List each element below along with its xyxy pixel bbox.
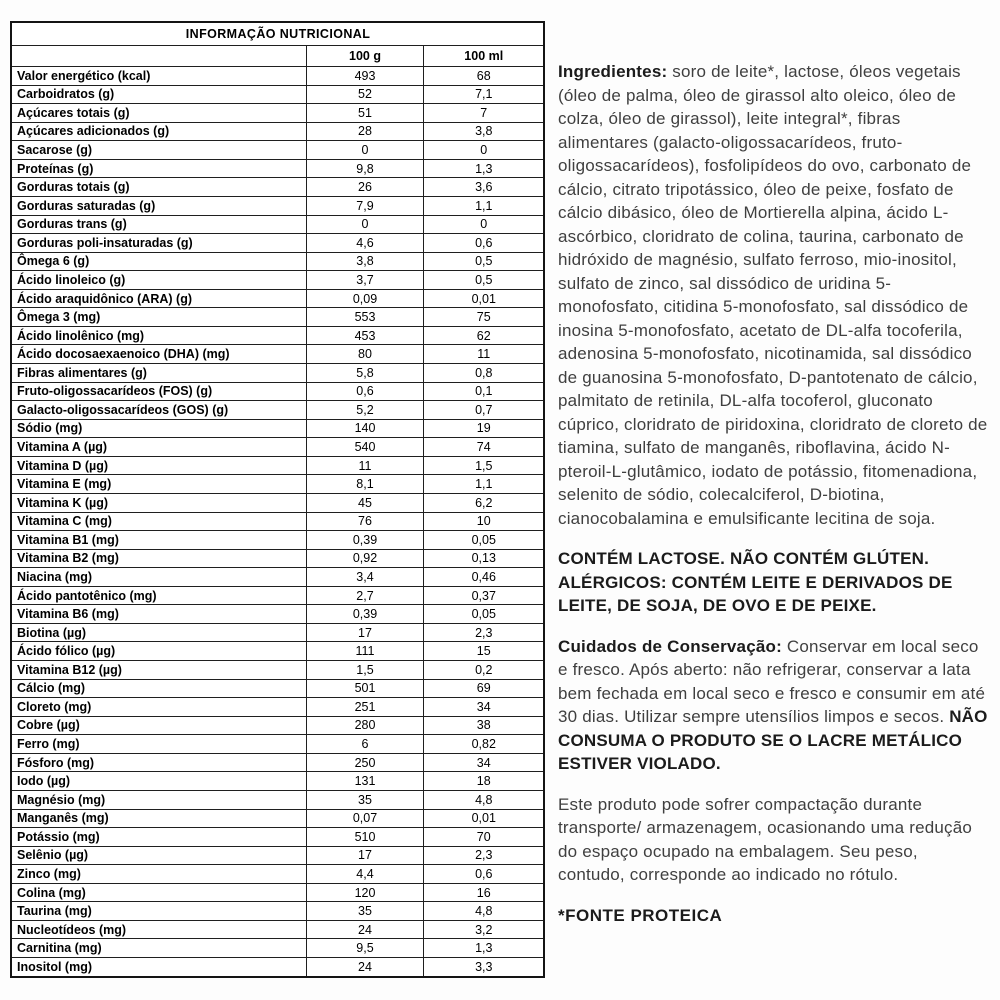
value-per-100g: 501 <box>306 679 423 698</box>
table-row <box>11 920 544 939</box>
value-per-100ml: 0,2 <box>423 661 544 680</box>
nutrient-label: Cloreto (mg) <box>11 698 306 717</box>
value-per-100ml: 4,8 <box>423 790 544 809</box>
table-row <box>11 512 544 531</box>
care-label: Cuidados de Conservação: <box>558 636 782 656</box>
table-row <box>11 586 544 605</box>
nutrient-label: Proteínas (g) <box>11 159 306 178</box>
nutrient-label: Fósforo (mg) <box>11 753 306 772</box>
value-per-100ml: 2,3 <box>423 846 544 865</box>
table-row <box>11 104 544 123</box>
table-row <box>11 122 544 141</box>
header-100ml: 100 ml <box>423 46 544 67</box>
nutrient-label: Vitamina E (mg) <box>11 475 306 494</box>
table-row <box>11 252 544 271</box>
nutrient-label: Açúcares totais (g) <box>11 104 306 123</box>
header-100g: 100 g <box>306 46 423 67</box>
nutrient-label: Fruto-oligossacarídeos (FOS) (g) <box>11 382 306 401</box>
nutrient-label: Vitamina K (µg) <box>11 493 306 512</box>
table-row <box>11 902 544 921</box>
value-per-100g: 3,7 <box>306 271 423 290</box>
value-per-100ml: 0 <box>423 215 544 234</box>
value-per-100g: 280 <box>306 716 423 735</box>
table-row <box>11 85 544 104</box>
value-per-100ml: 1,3 <box>423 159 544 178</box>
table-row <box>11 438 544 457</box>
nutrient-label: Vitamina C (mg) <box>11 512 306 531</box>
value-per-100ml: 7 <box>423 104 544 123</box>
value-per-100g: 510 <box>306 828 423 847</box>
table-row <box>11 419 544 438</box>
ingredients-paragraph <box>558 60 988 530</box>
nutrient-label: Ácido fólico (µg) <box>11 642 306 661</box>
table-title: INFORMAÇÃO NUTRICIONAL <box>11 22 544 46</box>
value-per-100ml: 0,82 <box>423 735 544 754</box>
header-empty-cell <box>11 46 306 67</box>
table-title-row <box>11 22 544 46</box>
value-per-100g: 24 <box>306 920 423 939</box>
nutrient-label: Gorduras trans (g) <box>11 215 306 234</box>
value-per-100g: 0,39 <box>306 605 423 624</box>
table-row <box>11 549 544 568</box>
nutrient-label: Cálcio (mg) <box>11 679 306 698</box>
nutrient-label: Gorduras poli-insaturadas (g) <box>11 234 306 253</box>
table-row <box>11 271 544 290</box>
value-per-100g: 24 <box>306 958 423 978</box>
table-row <box>11 883 544 902</box>
table-row <box>11 809 544 828</box>
care-paragraph <box>558 635 988 776</box>
table-row <box>11 623 544 642</box>
value-per-100g: 111 <box>306 642 423 661</box>
table-row <box>11 475 544 494</box>
value-per-100ml: 0,01 <box>423 289 544 308</box>
nutrient-label: Niacina (mg) <box>11 568 306 587</box>
value-per-100g: 0 <box>306 215 423 234</box>
value-per-100g: 140 <box>306 419 423 438</box>
nutrient-label: Vitamina B12 (µg) <box>11 661 306 680</box>
value-per-100ml: 0,6 <box>423 234 544 253</box>
value-per-100ml: 0,1 <box>423 382 544 401</box>
value-per-100g: 0 <box>306 141 423 160</box>
table-row <box>11 865 544 884</box>
value-per-100g: 5,2 <box>306 401 423 420</box>
nutrient-label: Ácido pantotênico (mg) <box>11 586 306 605</box>
nutrient-label: Selênio (µg) <box>11 846 306 865</box>
value-per-100g: 250 <box>306 753 423 772</box>
nutrient-label: Ácido docosaexaenoico (DHA) (mg) <box>11 345 306 364</box>
care-text: Conservar em local seco e fresco. Após aberto: não refrigerar, conservar a lata bem fechada em local seco e fresco e consumir em até 30 dias. Utilizar sempre utensílios limpos e secos. <box>558 636 986 726</box>
nutrient-label: Ômega 3 (mg) <box>11 308 306 327</box>
value-per-100g: 76 <box>306 512 423 531</box>
value-per-100g: 5,8 <box>306 364 423 383</box>
table-row <box>11 234 544 253</box>
table-row <box>11 456 544 475</box>
value-per-100ml: 1,1 <box>423 475 544 494</box>
value-per-100g: 8,1 <box>306 475 423 494</box>
value-per-100ml: 6,2 <box>423 493 544 512</box>
nutrient-label: Ferro (mg) <box>11 735 306 754</box>
nutrition-table-body <box>11 22 544 977</box>
value-per-100ml: 18 <box>423 772 544 791</box>
value-per-100ml: 0 <box>423 141 544 160</box>
value-per-100ml: 69 <box>423 679 544 698</box>
value-per-100ml: 62 <box>423 326 544 345</box>
allergen-statement: CONTÉM LACTOSE. NÃO CONTÉM GLÚTEN. ALÉRGICOS: CONTÉM LEITE E DERIVADOS DE LEITE, DE SOJA, DE OVO E DE PEIXE. <box>558 549 953 615</box>
table-row <box>11 846 544 865</box>
value-per-100g: 3,4 <box>306 568 423 587</box>
value-per-100ml: 68 <box>423 67 544 86</box>
table-row <box>11 679 544 698</box>
table-row <box>11 772 544 791</box>
value-per-100ml: 0,13 <box>423 549 544 568</box>
value-per-100ml: 38 <box>423 716 544 735</box>
value-per-100ml: 1,5 <box>423 456 544 475</box>
nutrient-label: Colina (mg) <box>11 883 306 902</box>
value-per-100ml: 3,2 <box>423 920 544 939</box>
nutrient-label: Ácido araquidônico (ARA) (g) <box>11 289 306 308</box>
value-per-100g: 17 <box>306 623 423 642</box>
value-per-100ml: 0,5 <box>423 271 544 290</box>
table-row <box>11 735 544 754</box>
nutrient-label: Gorduras totais (g) <box>11 178 306 197</box>
value-per-100g: 4,6 <box>306 234 423 253</box>
table-row <box>11 493 544 512</box>
value-per-100g: 80 <box>306 345 423 364</box>
value-per-100g: 493 <box>306 67 423 86</box>
value-per-100ml: 15 <box>423 642 544 661</box>
value-per-100ml: 0,6 <box>423 865 544 884</box>
value-per-100g: 0,07 <box>306 809 423 828</box>
nutrient-label: Ômega 6 (g) <box>11 252 306 271</box>
nutrient-label: Cobre (µg) <box>11 716 306 735</box>
value-per-100g: 52 <box>306 85 423 104</box>
value-per-100ml: 1,3 <box>423 939 544 958</box>
nutrient-label: Vitamina B6 (mg) <box>11 605 306 624</box>
value-per-100ml: 0,05 <box>423 605 544 624</box>
table-row <box>11 790 544 809</box>
table-row <box>11 753 544 772</box>
nutrient-label: Vitamina B1 (mg) <box>11 531 306 550</box>
nutrient-label: Biotina (µg) <box>11 623 306 642</box>
nutrient-label: Galacto-oligossacarídeos (GOS) (g) <box>11 401 306 420</box>
nutrient-label: Carnitina (mg) <box>11 939 306 958</box>
table-row <box>11 215 544 234</box>
table-row <box>11 605 544 624</box>
table-row <box>11 568 544 587</box>
table-row <box>11 141 544 160</box>
table-header-row <box>11 46 544 67</box>
value-per-100g: 9,5 <box>306 939 423 958</box>
value-per-100ml: 0,37 <box>423 586 544 605</box>
value-per-100g: 0,39 <box>306 531 423 550</box>
table-row <box>11 326 544 345</box>
value-per-100ml: 74 <box>423 438 544 457</box>
nutrition-table <box>10 21 545 978</box>
nutrient-label: Carboidratos (g) <box>11 85 306 104</box>
value-per-100g: 11 <box>306 456 423 475</box>
ingredients-label: Ingredientes: <box>558 62 668 81</box>
value-per-100g: 251 <box>306 698 423 717</box>
table-row <box>11 958 544 978</box>
table-row <box>11 698 544 717</box>
table-row <box>11 67 544 86</box>
value-per-100g: 120 <box>306 883 423 902</box>
protein-source-footnote: *FONTE PROTEICA <box>558 905 723 925</box>
table-row <box>11 178 544 197</box>
nutrient-label: Taurina (mg) <box>11 902 306 921</box>
table-row <box>11 308 544 327</box>
nutrient-label: Sacarose (g) <box>11 141 306 160</box>
table-row <box>11 382 544 401</box>
nutrient-label: Fibras alimentares (g) <box>11 364 306 383</box>
value-per-100g: 26 <box>306 178 423 197</box>
value-per-100g: 28 <box>306 122 423 141</box>
care-warning: NÃO CONSUMA O PRODUTO SE O LACRE METÁLICO ESTIVER VIOLADO. <box>558 707 988 773</box>
value-per-100ml: 0,8 <box>423 364 544 383</box>
nutrient-label: Manganês (mg) <box>11 809 306 828</box>
value-per-100g: 0,09 <box>306 289 423 308</box>
table-row <box>11 939 544 958</box>
table-row <box>11 828 544 847</box>
value-per-100ml: 16 <box>423 883 544 902</box>
value-per-100g: 0,6 <box>306 382 423 401</box>
value-per-100g: 453 <box>306 326 423 345</box>
nutrient-label: Nucleotídeos (mg) <box>11 920 306 939</box>
table-row <box>11 196 544 215</box>
value-per-100ml: 1,1 <box>423 196 544 215</box>
value-per-100g: 2,7 <box>306 586 423 605</box>
value-per-100g: 17 <box>306 846 423 865</box>
value-per-100g: 540 <box>306 438 423 457</box>
value-per-100ml: 0,46 <box>423 568 544 587</box>
table-row <box>11 531 544 550</box>
value-per-100ml: 3,3 <box>423 958 544 978</box>
value-per-100ml: 0,7 <box>423 401 544 420</box>
nutrient-label: Magnésio (mg) <box>11 790 306 809</box>
table-row <box>11 289 544 308</box>
table-row <box>11 345 544 364</box>
nutrient-label: Iodo (µg) <box>11 772 306 791</box>
table-row <box>11 716 544 735</box>
nutrient-label: Ácido linoleico (g) <box>11 271 306 290</box>
value-per-100ml: 34 <box>423 698 544 717</box>
info-column <box>558 60 988 944</box>
value-per-100g: 6 <box>306 735 423 754</box>
value-per-100ml: 3,8 <box>423 122 544 141</box>
value-per-100ml: 0,05 <box>423 531 544 550</box>
nutrient-label: Vitamina D (µg) <box>11 456 306 475</box>
value-per-100ml: 10 <box>423 512 544 531</box>
value-per-100ml: 7,1 <box>423 85 544 104</box>
value-per-100ml: 3,6 <box>423 178 544 197</box>
value-per-100ml: 4,8 <box>423 902 544 921</box>
value-per-100ml: 0,5 <box>423 252 544 271</box>
value-per-100g: 7,9 <box>306 196 423 215</box>
value-per-100g: 35 <box>306 902 423 921</box>
table-row <box>11 642 544 661</box>
table-row <box>11 661 544 680</box>
nutrient-label: Inositol (mg) <box>11 958 306 978</box>
value-per-100g: 45 <box>306 493 423 512</box>
value-per-100ml: 0,01 <box>423 809 544 828</box>
value-per-100g: 553 <box>306 308 423 327</box>
nutrient-label: Sódio (mg) <box>11 419 306 438</box>
value-per-100ml: 11 <box>423 345 544 364</box>
value-per-100g: 35 <box>306 790 423 809</box>
value-per-100ml: 34 <box>423 753 544 772</box>
value-per-100g: 131 <box>306 772 423 791</box>
nutrient-label: Açúcares adicionados (g) <box>11 122 306 141</box>
compaction-paragraph: Este produto pode sofrer compactação durante transporte/ armazenagem, ocasionando uma redução do espaço ocupado na embalagem. Seu peso, contudo, corresponde ao indicado no rótulo. <box>558 794 973 884</box>
nutrient-label: Gorduras saturadas (g) <box>11 196 306 215</box>
value-per-100ml: 19 <box>423 419 544 438</box>
value-per-100g: 0,92 <box>306 549 423 568</box>
table-row <box>11 401 544 420</box>
ingredients-text: soro de leite*, lactose, óleos vegetais (óleo de palma, óleo de girassol alto oleico, óleo de colza, óleo de girassol), leite integral*, fibras alimentares (galacto-oligossacarídeos, fruto-oligossacarídeos), fosfolipídeos do ovo, carbonato de cálcio, citrato tripotássico, óleo de peixe, fosfato de cálcio dibásico, óleo de Mortierella alpina, ácido L-ascórbico, cloridrato de colina, taurina, carbonato de hidróxido de magnésio, sulfato ferroso, mio-inositol, sulfato de zinco, sal dissódico de uridina 5-monofosfato, citidina 5-monofosfato, sal dissódico de inosina 5-monofosfato, acetato de DL-alfa tocoferila, adenosina 5-monofosfato, nicotinamida, sal dissódico de guanosina 5-monofosfato, D-pantotenato de cálcio, palmitato de retinila, DL-alfa tocoferol, gluconato cúprico, cloridrato de piridoxina, cloridrato de cloreto de tiamina, sulfato de manganês, riboflavina, ácido N-pteroil-L-glutâmico, iodato de potássio, fitomenadiona, selenito de sódio, colecalciferol, D-biotina, cianocobalamina e emulsificante lecitina de soja. <box>558 62 988 528</box>
value-per-100g: 9,8 <box>306 159 423 178</box>
nutrient-label: Zinco (mg) <box>11 865 306 884</box>
table-row <box>11 159 544 178</box>
value-per-100ml: 75 <box>423 308 544 327</box>
nutrient-label: Vitamina A (µg) <box>11 438 306 457</box>
nutrient-label: Ácido linolênico (mg) <box>11 326 306 345</box>
value-per-100ml: 70 <box>423 828 544 847</box>
nutrient-label: Vitamina B2 (mg) <box>11 549 306 568</box>
value-per-100g: 3,8 <box>306 252 423 271</box>
value-per-100g: 51 <box>306 104 423 123</box>
nutrient-label: Valor energético (kcal) <box>11 67 306 86</box>
value-per-100ml: 2,3 <box>423 623 544 642</box>
table-row <box>11 364 544 383</box>
value-per-100g: 4,4 <box>306 865 423 884</box>
nutrient-label: Potássio (mg) <box>11 828 306 847</box>
value-per-100g: 1,5 <box>306 661 423 680</box>
